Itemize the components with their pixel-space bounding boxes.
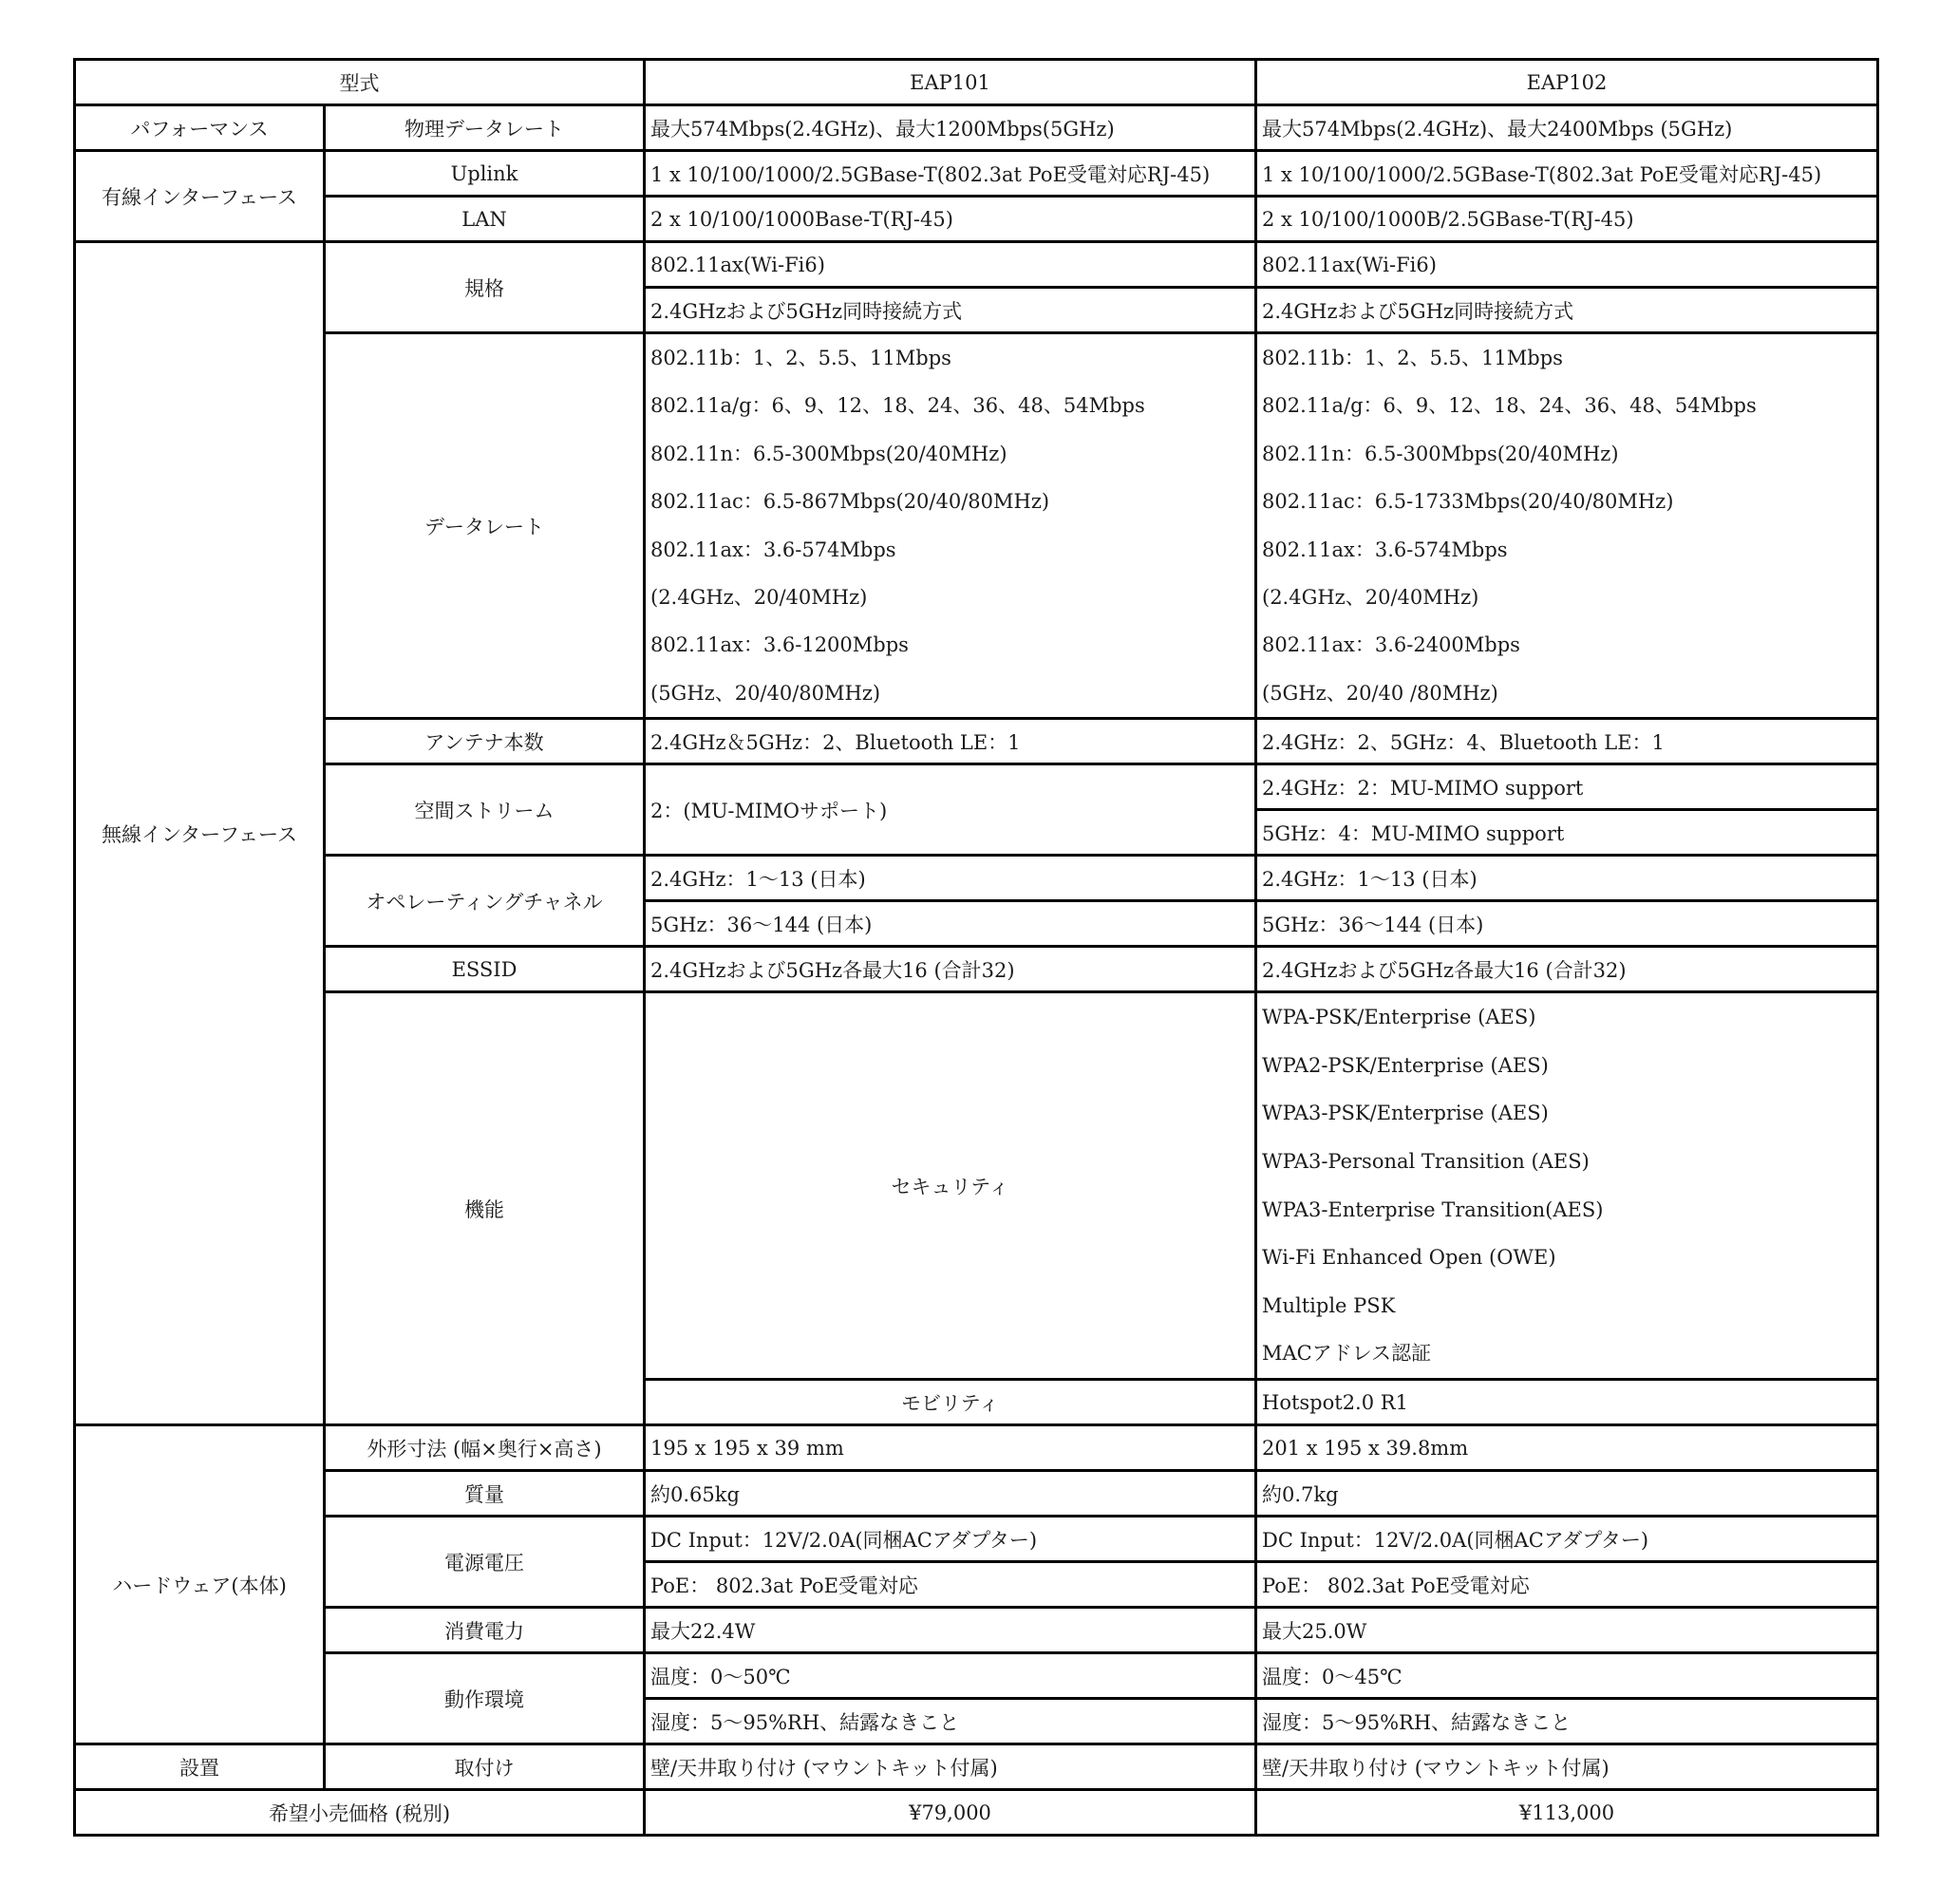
channels-row: [75, 856, 1878, 901]
environment-label: 動作環境: [325, 1653, 645, 1744]
dimensions-eap102: 201 x 195 x 39.8mm: [1256, 1425, 1878, 1471]
data-rate-eap101-line: 802.11ac：6.5-867Mbps(20/40/80MHz): [650, 490, 1050, 514]
header-row: [75, 60, 1878, 105]
essid-label: ESSID: [325, 947, 645, 992]
environment-eap101-2: 湿度：5〜95%RH、結露なきこと: [645, 1699, 1256, 1744]
power-eap102-1: DC Input：12V/2.0A(同梱ACアダプター): [1256, 1517, 1878, 1562]
installation-label: 取付け: [325, 1744, 645, 1790]
lan-row: [75, 197, 1878, 242]
essid-row: [75, 947, 1878, 992]
streams-eap102-1: 2.4GHz：2：MU-MIMO support: [1256, 764, 1878, 810]
consumption-eap101: 最大22.4W: [645, 1608, 1256, 1653]
data-rate-eap102-line: 802.11ax：3.6-2400Mbps: [1262, 633, 1520, 657]
wired-category: 有線インターフェース: [75, 151, 325, 242]
data-rate-eap102-line: (2.4GHz、20/40MHz): [1262, 585, 1479, 609]
environment-eap101-1: 温度：0〜50℃: [645, 1653, 1256, 1699]
price-eap101: ¥79,000: [645, 1790, 1256, 1836]
weight-eap101: 約0.65kg: [645, 1471, 1256, 1517]
streams-eap102-2: 5GHz：4：MU-MIMO support: [1256, 810, 1878, 856]
data-rate-eap102-line: 802.11a/g：6、9、12、18、24、36、48、54Mbps: [1262, 394, 1757, 418]
uplink-row: [75, 151, 1878, 197]
channels-eap102-1: 2.4GHz：1〜13 (日本): [1256, 856, 1878, 901]
installation-eap102: 壁/天井取り付け (マウントキット付属): [1256, 1744, 1878, 1790]
consumption-label: 消費電力: [325, 1608, 645, 1653]
security-row: [75, 992, 1878, 1380]
data-rate-eap101-line: 802.11a/g：6、9、12、18、24、36、48、54Mbps: [650, 394, 1145, 418]
uplink-label: Uplink: [325, 151, 645, 197]
weight-row: [75, 1471, 1878, 1517]
environment-row: [75, 1653, 1878, 1699]
environment-eap102-2: 湿度：5〜95%RH、結露なきこと: [1256, 1699, 1878, 1744]
data-rate-label: データレート: [325, 333, 645, 719]
performance-row: [75, 105, 1878, 151]
security-eap101-line: MACアドレス認証: [1262, 1342, 1432, 1366]
phy-rate-eap102: 最大574Mbps(2.4GHz)、最大2400Mbps (5GHz): [1256, 105, 1878, 151]
data-rate-eap101: [645, 333, 1256, 719]
standard-row: [75, 242, 1878, 288]
essid-eap102: 2.4GHzおよび5GHz各最大16 (合計32): [1256, 947, 1878, 992]
security-eap101-line: WPA-PSK/Enterprise (AES): [1262, 1006, 1536, 1029]
antenna-eap101: 2.4GHz＆5GHz：2、Bluetooth LE：1: [645, 719, 1256, 764]
spec-table: [73, 58, 1879, 1837]
price-row: [75, 1790, 1878, 1836]
security-label: セキュリティ: [645, 992, 1256, 1380]
data-rate-eap102: [1256, 333, 1878, 719]
consumption-eap102: 最大25.0W: [1256, 1608, 1878, 1653]
dimensions-row: [75, 1425, 1878, 1471]
security-eap101-line: Wi-Fi Enhanced Open (OWE): [1262, 1246, 1556, 1270]
power-eap102-2: PoE： 802.3at PoE受電対応: [1256, 1562, 1878, 1608]
essid-eap101: 2.4GHzおよび5GHz各最大16 (合計32): [645, 947, 1256, 992]
antenna-row: [75, 719, 1878, 764]
channels-label: オペレーティングチャネル: [325, 856, 645, 947]
security-eap101-line: WPA2-PSK/Enterprise (AES): [1262, 1053, 1549, 1077]
data-rate-row: [75, 333, 1878, 719]
installation-eap101: 壁/天井取り付け (マウントキット付属): [645, 1744, 1256, 1790]
security-eap101: [1256, 992, 1878, 1380]
features-category: 機能: [325, 992, 645, 1425]
data-rate-eap101-line: 802.11n：6.5-300Mbps(20/40MHz): [650, 442, 1007, 465]
security-eap101-line: WPA3-Personal Transition (AES): [1262, 1149, 1590, 1173]
standard-eap102-1: 802.11ax(Wi-Fi6): [1256, 242, 1878, 288]
performance-category: パフォーマンス: [75, 105, 325, 151]
weight-label: 質量: [325, 1471, 645, 1517]
data-rate-eap101-line: 802.11ax：3.6-1200Mbps: [650, 633, 909, 657]
data-rate-eap102-line: 802.11n：6.5-300Mbps(20/40MHz): [1262, 442, 1619, 465]
installation-category: 設置: [75, 1744, 325, 1790]
streams-label: 空間ストリーム: [325, 764, 645, 856]
standard-label: 規格: [325, 242, 645, 333]
lan-eap101: 2 x 10/100/1000Base-T(RJ-45): [645, 197, 1256, 242]
data-rate-eap101-line: 802.11b：1、2、5.5、11Mbps: [650, 347, 951, 369]
data-rate-eap101-line: 802.11ax：3.6-574Mbps: [650, 537, 896, 561]
power-eap101-2: PoE： 802.3at PoE受電対応: [645, 1562, 1256, 1608]
price-label: 希望小売価格 (税別): [75, 1790, 645, 1836]
eap102-heading: EAP102: [1256, 60, 1878, 105]
mobility-label: モビリティ: [645, 1380, 1256, 1425]
streams-row: [75, 764, 1878, 810]
uplink-eap102: 1 x 10/100/1000/2.5GBase-T(802.3at PoE受電対応RJ-45): [1256, 151, 1878, 197]
consumption-row: [75, 1608, 1878, 1653]
security-eap101-line: Multiple PSK: [1262, 1293, 1396, 1317]
data-rate-eap102-line: 802.11ax：3.6-574Mbps: [1262, 537, 1508, 561]
weight-eap102: 約0.7kg: [1256, 1471, 1878, 1517]
data-rate-eap101-line: (5GHz、20/40/80MHz): [650, 681, 881, 705]
mobility-eap101: Hotspot2.0 R1: [1256, 1380, 1878, 1425]
hardware-category: ハードウェア(本体): [75, 1425, 325, 1744]
dimensions-eap101: 195 x 195 x 39 mm: [645, 1425, 1256, 1471]
streams-eap101: 2：(MU-MIMOサポート): [645, 764, 1256, 856]
price-eap102: ¥113,000: [1256, 1790, 1878, 1836]
power-row: [75, 1517, 1878, 1562]
standard-eap101-1: 802.11ax(Wi-Fi6): [645, 242, 1256, 288]
standard-eap102-2: 2.4GHzおよび5GHz同時接続方式: [1256, 288, 1878, 333]
security-eap101-line: WPA3-PSK/Enterprise (AES): [1262, 1102, 1549, 1125]
wireless-category: 無線インターフェース: [75, 242, 325, 1425]
environment-eap102-1: 温度：0〜45℃: [1256, 1653, 1878, 1699]
antenna-label: アンテナ本数: [325, 719, 645, 764]
channels-eap101-1: 2.4GHz：1〜13 (日本): [645, 856, 1256, 901]
data-rate-eap102-line: (5GHz、20/40 /80MHz): [1262, 681, 1498, 705]
standard-eap101-2: 2.4GHzおよび5GHz同時接続方式: [645, 288, 1256, 333]
antenna-eap102: 2.4GHz：2、5GHz：4、Bluetooth LE：1: [1256, 719, 1878, 764]
data-rate-eap101-line: (2.4GHz、20/40MHz): [650, 585, 868, 609]
data-rate-eap102-line: 802.11b：1、2、5.5、11Mbps: [1262, 347, 1563, 369]
model-label: 型式: [75, 60, 645, 105]
installation-row: [75, 1744, 1878, 1790]
lan-eap102: 2 x 10/100/1000B/2.5GBase-T(RJ-45): [1256, 197, 1878, 242]
lan-label: LAN: [325, 197, 645, 242]
eap101-heading: EAP101: [645, 60, 1256, 105]
phy-rate-label: 物理データレート: [325, 105, 645, 151]
uplink-eap101: 1 x 10/100/1000/2.5GBase-T(802.3at PoE受電対応RJ-45): [645, 151, 1256, 197]
security-eap101-line: WPA3-Enterprise Transition(AES): [1262, 1197, 1604, 1221]
channels-eap102-2: 5GHz：36〜144 (日本): [1256, 901, 1878, 947]
data-rate-eap102-line: 802.11ac：6.5-1733Mbps(20/40/80MHz): [1262, 490, 1674, 514]
power-eap101-1: DC Input：12V/2.0A(同梱ACアダプター): [645, 1517, 1256, 1562]
dimensions-label: 外形寸法 (幅×奥行×高さ): [325, 1425, 645, 1471]
power-label: 電源電圧: [325, 1517, 645, 1608]
phy-rate-eap101: 最大574Mbps(2.4GHz)、最大1200Mbps(5GHz): [645, 105, 1256, 151]
channels-eap101-2: 5GHz：36〜144 (日本): [645, 901, 1256, 947]
